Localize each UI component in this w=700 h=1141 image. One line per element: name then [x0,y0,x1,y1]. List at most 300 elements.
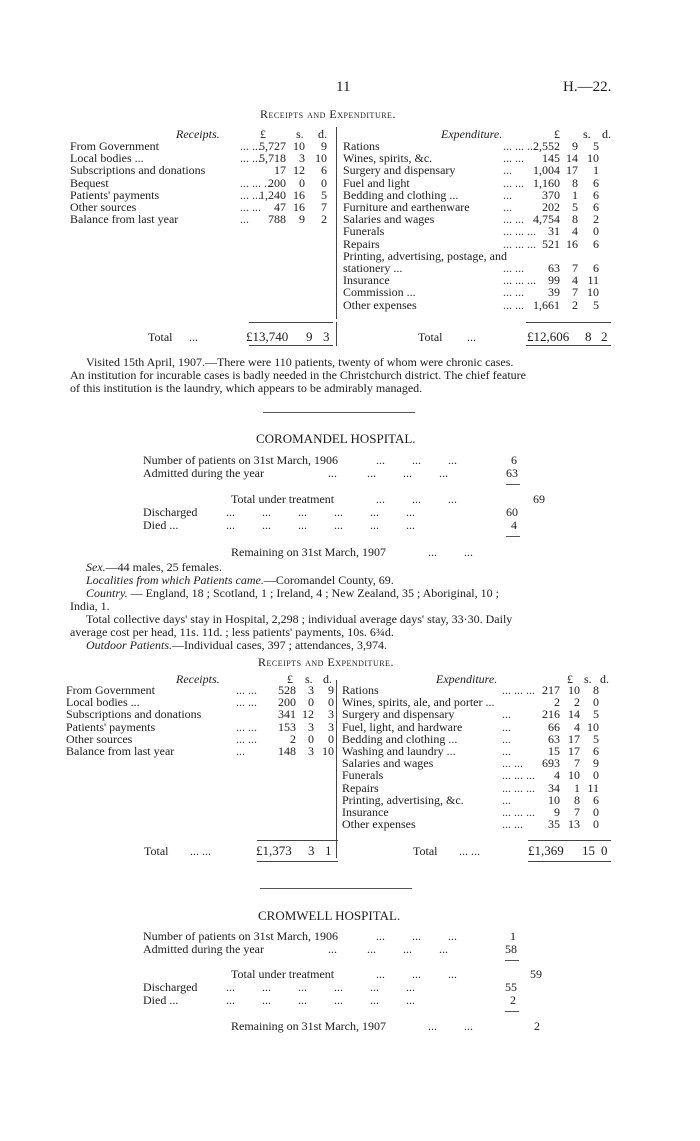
ledger-dots: ... ... [240,200,261,214]
ledger-dots: ... ... [503,285,524,300]
coromandel-patients-1906: 6 [511,453,517,467]
ledger-shillings: 2 [572,297,578,312]
ledger-pounds: 5,727 [259,139,286,153]
ledger-dots: ... [502,731,511,746]
ledger-shillings: 9 [572,139,578,153]
ledger-shillings: 7 [574,805,580,819]
ledger-row [343,177,613,189]
coromandel-sum-rule [506,484,520,485]
ledger-pounds: 528 [278,683,296,697]
cromwell-patients-1906: 1 [510,929,516,943]
ledger-pounds: 1,661 [533,297,560,312]
ledger-shillings: 9 [299,212,305,227]
section1-title: Receipts and Expenditure. [260,107,396,121]
ledger-pounds: 10 [548,792,560,807]
ledger-pence: 0 [593,805,599,819]
ledger-row [343,299,613,311]
ledger-shillings: 8 [572,175,578,190]
ledger-label: Printing, advertising, postage, and [343,248,507,263]
ledger-shillings: 17 [568,744,580,758]
ledger-dots: ... ... ... [502,768,535,783]
coromandel-discharged-label: Discharged [143,505,198,519]
ledger-pounds: 521 [542,236,560,251]
section1-expenditure-heading: Expenditure. [441,127,503,141]
section2-pence-heading: d. [323,672,332,686]
ledger-label: Patients' payments [66,719,156,734]
ledger-pounds: 66 [548,719,560,734]
section2-receipts-heading: Receipts. [176,672,220,686]
coromandel-remaining-label: Remaining on 31st March, 1907 [231,545,386,559]
ledger-pence: 0 [328,695,334,710]
coromandel-country-cont: India, 1. [70,599,110,613]
ledger-label: Local bodies ... [70,151,144,166]
ledger-pence: 0 [328,731,334,746]
cromwell-died-label: Died ... [143,993,179,1007]
ledger-dots: ... [502,744,511,758]
ledger-pounds: 2 [290,731,296,746]
ledger-dots: ... ... ... [503,224,536,239]
ledger-label: Washing and laundry ... [342,744,456,758]
ledger-pounds: 4 [554,768,560,783]
ledger-row [342,818,612,830]
ledger-label: Commission ... [343,285,416,300]
ledger-pence: 9 [593,756,599,771]
ledger-pounds: 200 [278,695,296,710]
ledger-shillings: 10 [568,768,580,783]
ledger-row [342,794,612,806]
section1-total-rule-left [249,322,333,323]
ledger-pence: 10 [322,744,334,758]
ledger-pounds: 1,004 [533,163,560,178]
ledger-label: Balance from last year [70,212,179,227]
coromandel-discharged: 60 [506,505,518,519]
ledger-pence: 5 [321,187,327,202]
coromandel-outdoor-text: —Individual cases, 397 ; attendances, 3,974. [172,638,387,652]
section1-receipts-heading: Receipts. [176,127,220,141]
section1-total-right-s: 8 [585,329,592,344]
ledger-row [70,152,335,164]
ledger-dots: ... ... [240,139,261,153]
ledger-pence: 10 [587,719,599,734]
ledger-row [343,213,613,225]
ledger-dots: ... [502,707,511,722]
ledger-shillings: 17 [568,731,580,746]
ledger-pence: 3 [328,719,334,734]
ledger-pence: 6 [593,744,599,758]
ledger-pence: 0 [593,224,599,239]
ledger-dots: ... ... ... [503,273,536,288]
cromwell-dots: ... ... ... ... ... ... [226,993,415,1007]
ledger-row [342,708,612,720]
ledger-label: Fuel, light, and hardware [342,719,463,734]
section1-column-divider [336,127,337,319]
ledger-label: Surgery and dispensary [342,707,455,722]
ledger-label: Bequest [70,175,109,190]
cromwell-remaining-label: Remaining on 31st March, 1907 [231,1019,386,1033]
cromwell-admitted-label: Admitted during the year [143,942,264,956]
ledger-row [343,225,613,237]
ledger-pence: 10 [315,151,327,166]
ledger-row [70,164,335,176]
section1-total-label-right: Total [418,330,443,344]
ledger-label: Rations [343,139,380,153]
ledger-row [343,152,613,164]
ledger-pounds: 145 [542,151,560,166]
ledger-row [342,696,612,708]
ledger-pence: 6 [321,163,327,178]
ledger-dots: ... [502,719,511,734]
ledger-pounds: 9 [554,805,560,819]
ledger-pence: 7 [321,200,327,214]
ledger-dots: ... ... [240,151,261,166]
ledger-shillings: 16 [566,236,578,251]
section1-total-left-s: 9 [306,329,313,344]
ledger-label: Insurance [343,273,390,288]
ledger-label: Bedding and clothing ... [343,187,459,202]
ledger-row [66,684,336,696]
ledger-shillings: 3 [308,683,314,697]
coromandel-sex-label: Sex. [86,560,106,574]
ledger-row [66,708,336,720]
ledger-pence: 2 [321,212,327,227]
ledger-shillings: 7 [574,756,580,771]
ledger-label: Other expenses [343,297,417,312]
ledger-shillings: 0 [308,731,314,746]
ledger-row [343,140,613,152]
section2-total-rule-left [257,840,338,841]
ledger-shillings: 13 [568,817,580,832]
section1-exp-pound-heading: £ [554,127,560,141]
ledger-label: From Government [66,683,155,697]
section1-total-label-left: Total [148,330,173,344]
ledger-shillings: 3 [308,719,314,734]
ledger-pence: 6 [593,187,599,202]
ledger-shillings: 4 [572,224,578,239]
coromandel-total-under-label: Total under treatment [231,492,335,506]
ledger-dots: ... [240,212,249,227]
ledger-row [342,806,612,818]
ledger-label: Funerals [343,224,385,239]
section1-total-right-d: 2 [601,329,608,344]
ledger-pounds: 5,718 [259,151,286,166]
ledger-dots: ... [503,163,512,178]
cromwell-remaining: 2 [534,1019,540,1033]
ledger-pounds: 99 [548,273,560,288]
ledger-label: Subscriptions and donations [70,163,206,178]
section2-total-label-left: Total [144,844,169,858]
coromandel-title: COROMANDEL HOSPITAL. [256,431,416,446]
ledger-pence: 5 [593,731,599,746]
cromwell-dots: ... ... ... [376,929,457,943]
ledger-dots: ... ... [236,683,257,697]
ledger-dots: ... [503,200,512,214]
ledger-shillings: 10 [568,683,580,697]
ledger-pounds: 47 [274,200,286,214]
ledger-pounds: 17 [274,163,286,178]
ledger-label: Funerals [342,768,384,783]
ledger-row [70,177,335,189]
ledger-label: stationery ... [343,261,403,275]
ledger-dots: ... ... [502,817,523,832]
coromandel-localities-label: Localities from which Patients came. [86,573,264,587]
section2-total-underline-left [257,861,338,862]
ledger-row [343,250,613,262]
ledger-pence: 0 [593,768,599,783]
coromandel-dots: ... ... ... ... ... ... [226,518,415,532]
coromandel-dots: ... ... ... [376,492,457,506]
ledger-label: Other sources [66,731,133,746]
section1-total-divider [336,322,337,346]
ledger-dots: ... ... ... [240,175,273,190]
ledger-pence: 0 [593,817,599,832]
ledger-row [342,757,612,769]
page-number: 11 [336,79,351,95]
cromwell-total-under: 59 [530,967,542,981]
ledger-row [343,262,613,274]
ledger-shillings: 0 [308,695,314,710]
section1-exp-shilling-heading: s. [583,127,591,141]
coromandel-stay-line1: Total collective days' stay in Hospital, 2,298 ; individual average days' stay, 33·30. Daily [86,612,513,626]
cromwell-dots: ... ... ... [376,967,457,981]
section1-total-left-d: 3 [323,329,330,344]
section1-note-line2: An institution for incurable cases is badly needed in the Christchurch district. The chief feature [70,368,526,382]
ledger-shillings: 5 [572,200,578,214]
section-separator-2 [260,888,412,889]
section2-total-dots-right: ... ... [459,844,480,858]
ledger-row [343,201,613,213]
ledger-label: Wines, spirits, &c. [343,151,433,166]
ledger-dots: ... ... [503,297,524,312]
ledger-pounds: 35 [548,817,560,832]
ledger-dots: ... ... [503,261,524,275]
ledger-pounds: 341 [278,707,296,722]
section2-total-label-right: Total [413,844,438,858]
ledger-label: Rations [342,683,379,697]
ledger-shillings: 1 [574,780,580,795]
section2-pound-heading: £ [287,672,293,686]
ledger-pounds: 202 [542,200,560,214]
section2-total-right: £1,369 [528,843,564,858]
section1-total-left: £13,740 [246,329,289,344]
ledger-dots: ... ... ... [503,236,536,251]
ledger-shillings: 17 [566,163,578,178]
coromandel-died-label: Died ... [143,518,179,532]
section2-total-underline-right [528,861,611,862]
coromandel-dots: ... ... ... ... [328,466,448,480]
ledger-row [343,274,613,286]
cromwell-admitted: 58 [505,942,517,956]
section2-exp-pence-heading: d. [600,672,609,686]
ledger-pounds: 4,754 [533,212,560,227]
ledger-row [66,733,336,745]
ledger-pounds: 200 [268,175,286,190]
ledger-pounds: 370 [542,187,560,202]
ledger-pounds: 39 [548,285,560,300]
ledger-label: Fuel and light [343,175,410,190]
section1-total-rule-right [526,322,611,323]
section-separator-1 [263,412,415,413]
ledger-row [343,164,613,176]
ledger-shillings: 14 [568,707,580,722]
ledger-pounds: 15 [548,744,560,758]
ledger-label: Surgery and dispensary [343,163,456,178]
ledger-pence: 9 [328,683,334,697]
ledger-row [343,286,613,298]
section2-title: Receipts and Expenditure. [258,655,394,669]
ledger-pence: 9 [321,139,327,153]
section1-total-dots-right: ... [467,330,476,344]
ledger-shillings: 7 [572,285,578,300]
ledger-pence: 6 [593,236,599,251]
ledger-pence: 5 [593,139,599,153]
ledger-pence: 11 [587,273,599,288]
ledger-pounds: 63 [548,731,560,746]
ledger-label: Other expenses [342,817,416,832]
ledger-pence: 10 [587,151,599,166]
section2-total-dots-left: ... ... [190,844,211,858]
coromandel-admitted-label: Admitted during the year [143,466,264,480]
ledger-label: Repairs [343,236,380,251]
ledger-row [343,238,613,250]
ledger-pounds: 693 [542,756,560,771]
ledger-pence: 6 [593,200,599,214]
section1-total-dots-left: ... [189,330,198,344]
ledger-label: Other sources [70,200,137,214]
ledger-label: Bedding and clothing ... [342,731,458,746]
ledger-pounds: 217 [542,683,560,697]
ledger-pence: 0 [321,175,327,190]
cromwell-dots: ... ... ... ... [328,942,448,956]
ledger-row [70,201,335,213]
section1-pound-heading: £ [260,127,266,141]
ledger-label: Balance from last year [66,744,175,758]
section2-shilling-heading: s. [305,672,313,686]
section1-total-underline-left [249,345,333,346]
ledger-pounds: 63 [548,261,560,275]
ledger-shillings: 16 [293,187,305,202]
section1-pence-heading: d. [318,127,327,141]
ledger-dots: ... ... [236,719,257,734]
ledger-pounds: 2,552 [533,139,560,153]
cromwell-discharged: 55 [505,980,517,994]
ledger-row [343,189,613,201]
section1-total-underline-right [526,345,611,346]
ledger-row [66,696,336,708]
section2-total-left-d: 1 [325,843,332,858]
ledger-row [70,213,335,225]
ledger-dots: ... ... ... [502,805,535,819]
ledger-shillings: 4 [574,719,580,734]
section2-total-right-d: 0 [601,843,608,858]
ledger-shillings: 14 [566,151,578,166]
coromandel-country [86,587,499,600]
ledger-row [342,745,612,757]
section2-exp-shilling-heading: s. [584,672,592,686]
ledger-dots: ... ... [503,212,524,227]
ledger-dots: ... ... [236,731,257,746]
ledger-pounds: 31 [548,224,560,239]
ledger-label: Salaries and wages [342,756,434,771]
coromandel-localities-text: —Coromandel County, 69. [263,573,394,587]
ledger-pounds: 788 [268,212,286,227]
ledger-pence: 1 [593,163,599,178]
ledger-dots: ... ... ... [502,683,535,697]
cromwell-died: 2 [510,993,516,1007]
ledger-shillings: 12 [293,163,305,178]
ledger-row [70,140,335,152]
ledger-pounds: 34 [548,780,560,795]
coromandel-sex-text: —44 males, 25 females. [105,560,222,574]
cromwell-discharged-label: Discharged [143,980,198,994]
ledger-label: Salaries and wages [343,212,435,227]
ledger-pence: 6 [593,792,599,807]
coromandel-dots: ... ... ... ... ... ... [226,505,415,519]
ledger-dots: ... ... [503,151,524,166]
coromandel-dots: ... ... ... [376,453,457,467]
ledger-pence: 8 [593,683,599,697]
section1-note-line3: of this institution is the laundry, which appears to be admirably managed. [70,381,423,395]
ledger-label: Repairs [342,780,379,795]
ledger-label: Wines, spirits, ale, and porter ... [342,695,495,710]
coromandel-stay-line2: average cost per head, 11s. 11d. ; less patients' payments, 10s. 6¾d. [70,625,394,639]
ledger-shillings: 8 [572,212,578,227]
ledger-shillings: 1 [572,187,578,202]
ledger-pounds: 1,240 [259,187,286,202]
coromandel-outdoor-label: Outdoor Patients. [86,638,172,652]
section2-total-left-s: 3 [308,843,315,858]
ledger-shillings: 0 [299,175,305,190]
ledger-pence: 6 [593,175,599,190]
ledger-label: From Government [70,139,159,153]
coromandel-total-under: 69 [533,492,545,506]
section2-column-divider [336,680,337,858]
ledger-shillings: 12 [302,707,314,722]
ledger-pence: 5 [593,707,599,722]
cromwell-total-under-label: Total under treatment [231,967,335,981]
section1-shilling-heading: s. [296,127,304,141]
ledger-dots: ... [503,187,512,202]
ledger-shillings: 3 [308,744,314,758]
ledger-label: Local bodies ... [66,695,140,710]
section1-note-line1: Visited 15th April, 1907.—There were 110 patients, twenty of whom were chronic cases. [86,355,514,369]
ledger-pence: 10 [587,285,599,300]
ledger-row [342,733,612,745]
ledger-pounds: 216 [542,707,560,722]
ledger-row [342,769,612,781]
ledger-pounds: 153 [278,719,296,734]
ledger-pounds: 1,160 [533,175,560,190]
ledger-pence: 5 [593,297,599,312]
ledger-dots: ... ... [502,756,523,771]
ledger-row [66,721,336,733]
ledger-row [342,782,612,794]
cromwell-dots: ... ... ... ... ... ... [226,980,415,994]
ledger-pence: 6 [593,261,599,275]
coromandel-outdoor [86,639,387,652]
ledger-row [342,684,612,696]
coromandel-died: 4 [511,518,517,532]
section2-exp-pound-heading: £ [567,672,573,686]
coromandel-admitted: 63 [506,466,518,480]
coromandel-remaining-rule [506,536,520,537]
cromwell-remaining-rule [505,1011,519,1012]
section2-expenditure-heading: Expenditure. [436,672,498,686]
ledger-dots: ... ... ... [503,139,536,153]
ledger-pence: 0 [593,695,599,710]
ledger-label: Patients' payments [70,187,160,202]
ledger-row [66,745,336,757]
document-ref: H.—22. [563,79,612,95]
